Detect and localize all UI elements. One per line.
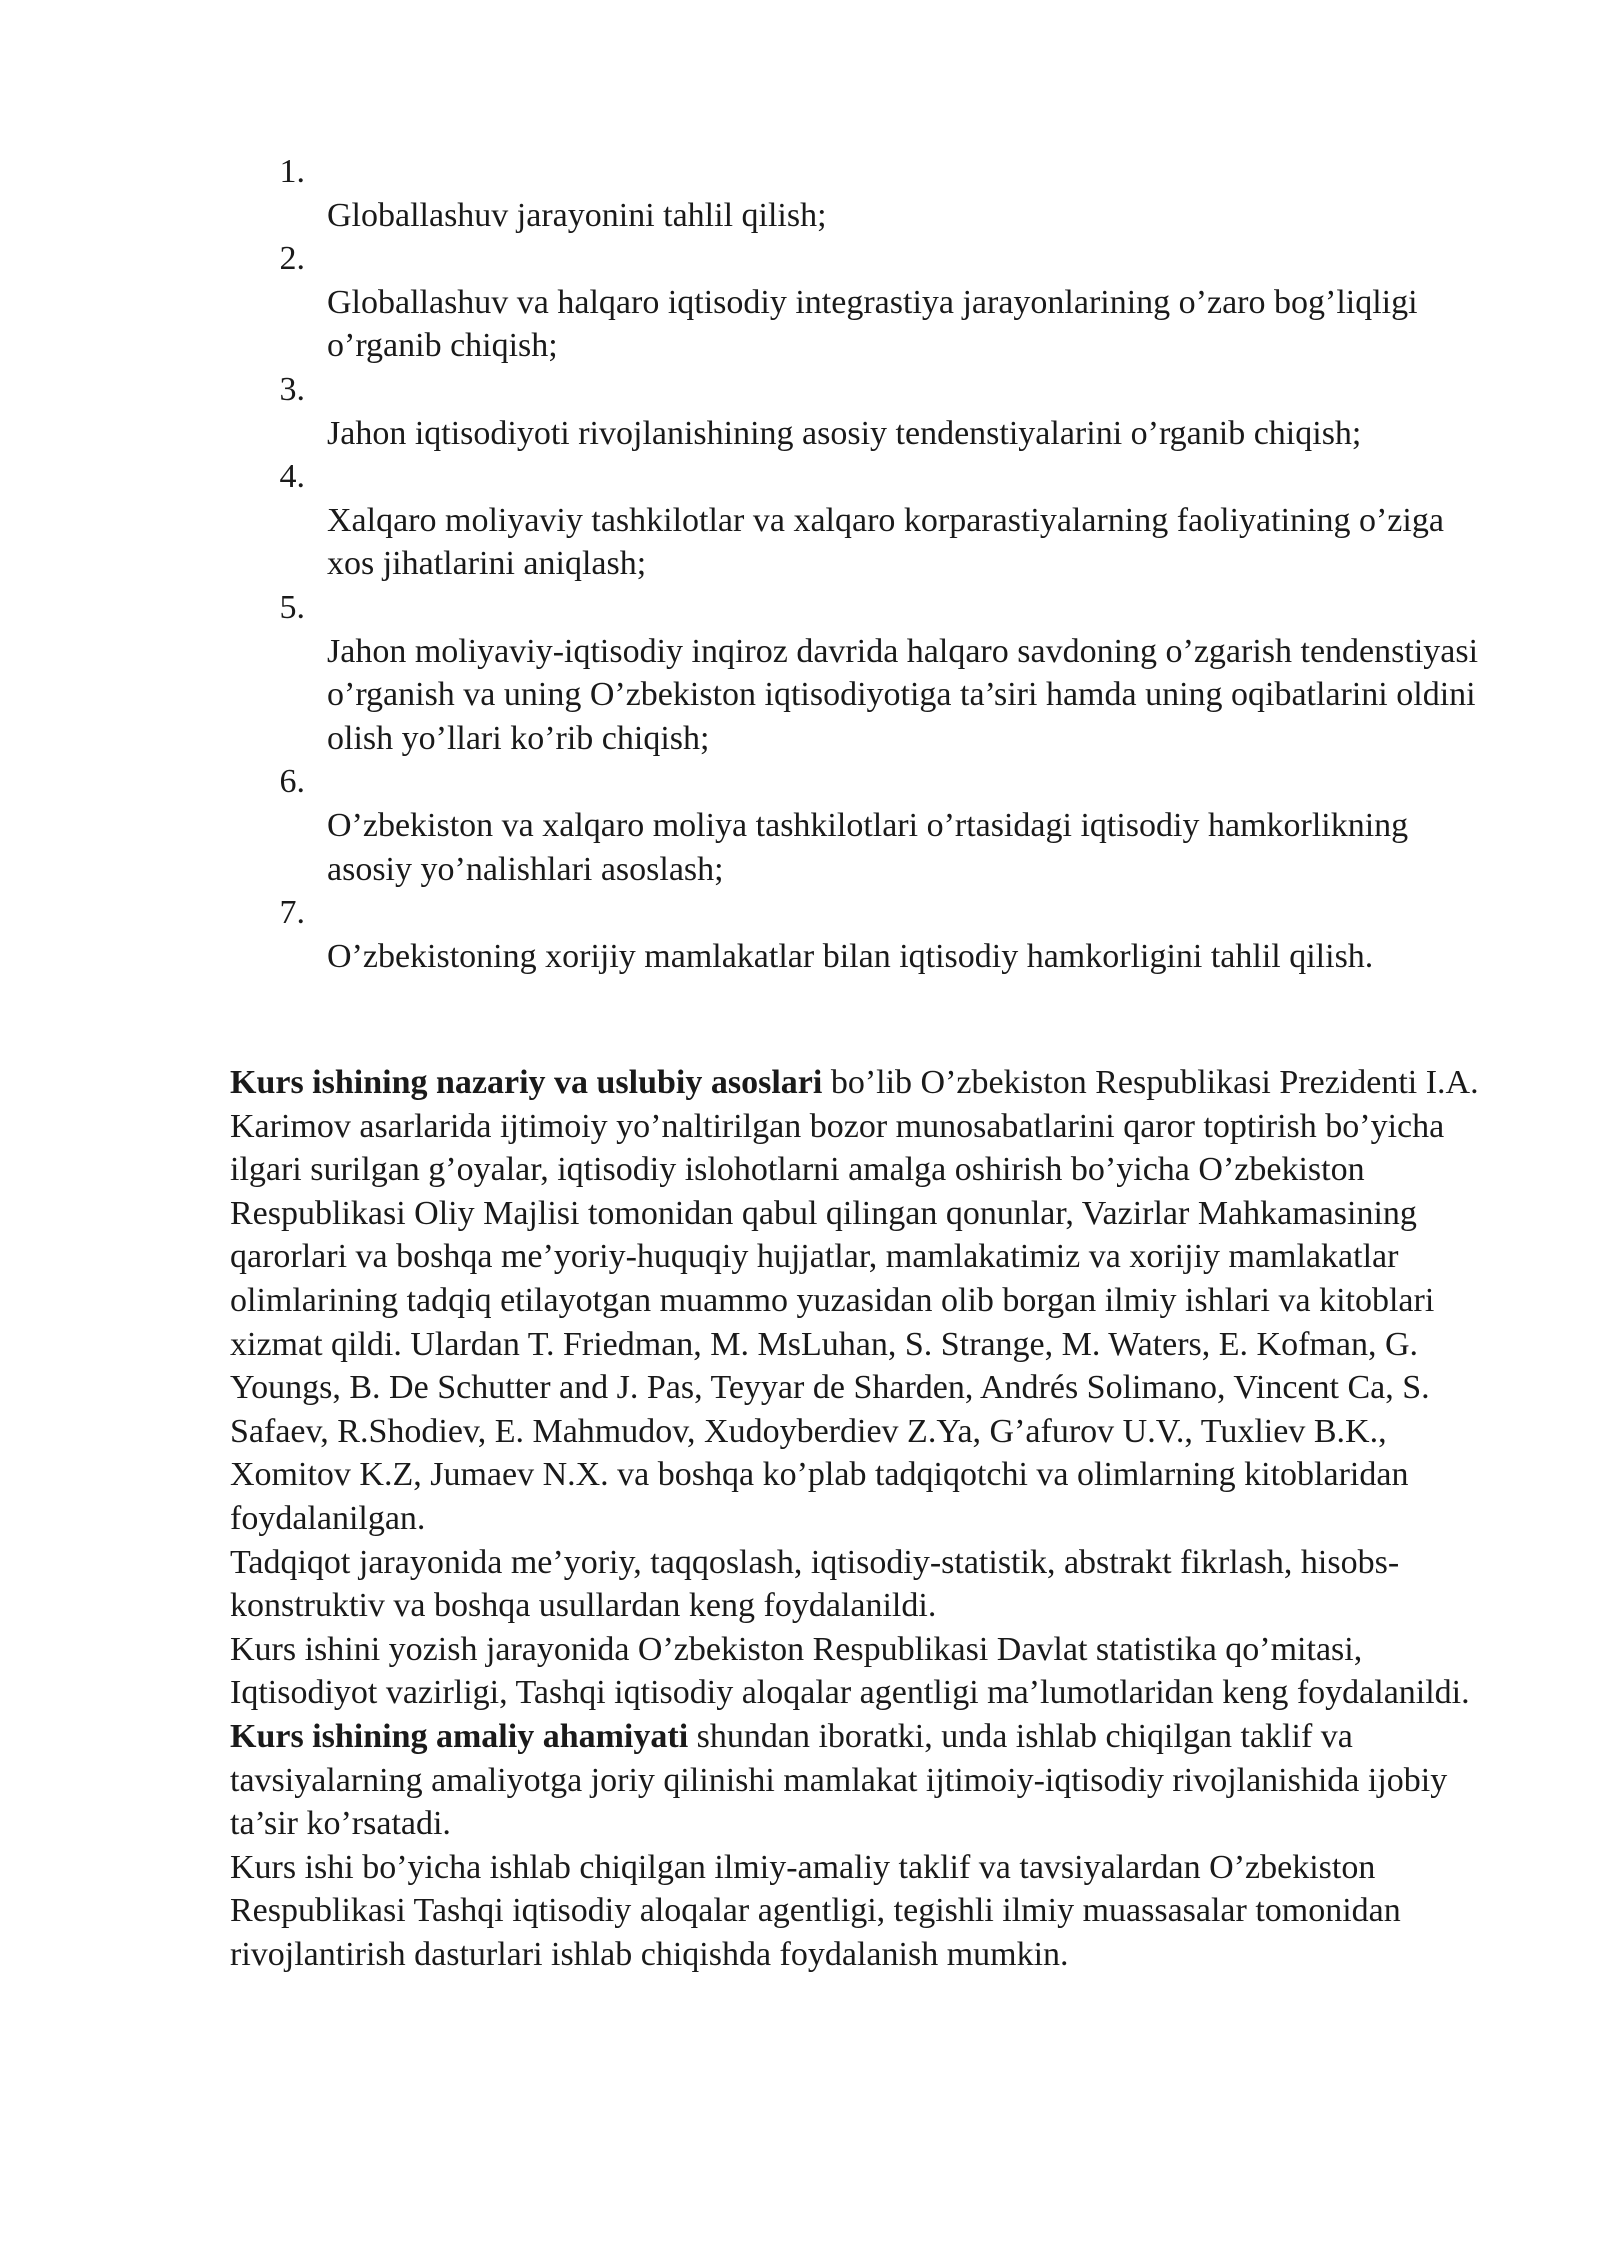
significance-paragraph [230,1715,1500,1846]
list-item [278,368,1498,455]
list-item-text: Jahon moliyaviy-iqtisodiy inqiroz davrida halqaro savdoning o’zgarish tendenstiyasi o’rganish va uning O’zbekiston iqtisodiyotiga ta’siri hamda uning oqibatlarini oldini olish yo’llari ko’rib chiqish; [327,632,1479,757]
list-item-text: O’zbekiston va xalqaro moliya tashkilotlari o’rtasidagi iqtisodiy hamkorlikning asosiy yo’nalishlari asoslash; [327,806,1409,888]
foundations-paragraph [230,1061,1500,1541]
list-item [278,891,1498,978]
list-item-text: O’zbekistoning xorijiy mamlakatlar bilan iqtisodiy hamkorligini tahlil qilish. [327,937,1374,975]
significance-text: shundan iboratki, unda ishlab chiqilgan taklif va tavsiyalarning amaliyotga joriy qilinishi mamlakat ijtimoiy-iqtisodiy rivojlanishida ijobiy ta’sir ko’rsatadi. [230,1717,1448,1843]
significance-heading: Kurs ishining amaliy ahamiyati [230,1717,689,1755]
list-item-number: 5. [279,588,305,626]
list-item-text: Globallashuv va halqaro iqtisodiy integrastiya jarayonlarining o’zaro bog’liqligi o’rganib chiqish; [327,283,1418,365]
list-item-number: 4. [279,458,305,496]
list-item [278,455,1498,586]
foundations-heading: Kurs ishining nazariy va uslubiy asoslari [230,1064,823,1101]
list-item-text: Globallashuv jarayonini tahlil qilish; [327,196,827,234]
objectives-list [278,150,1498,978]
list-item [278,760,1498,891]
list-item-number: 7. [279,894,305,932]
list-item-number: 6. [279,763,305,801]
list-item [278,150,1498,237]
list-item-number: 2. [279,240,305,278]
list-item [278,586,1498,760]
list-item-number: 1. [279,153,305,190]
list-item [278,237,1498,368]
foundations-text: bo’lib O’zbekiston Respublikasi Prezidenti I.A. Karimov asarlarida ijtimoiy yo’naltirilgan bozor munosabatlarini qaror toptirish bo’yicha ilgari surilgan g’oyalar, iqtisodiy islohotlarni amalga oshirish bo’yicha O’zbekiston Respublikasi Oliy Majlisi tomonidan qabul qilingan qonunlar, Vazirlar Mahkamasining qarorlari va boshqa me’yoriy-huquqiy hujjatlar, mamlakatimiz va xorijiy mamlakatlar olimlarining tadqiq etilayotgan muammo yuzasidan olib borgan ilmiy ishlari va kitoblari xizmat qildi. Ulardan T. Friedman, M. MsLuhan, S. Strange, M. Waters, E. Kofman, G. Youngs, B. De Schutter and J. Pas, Teyyar de Sharden, Andrés Solimano, Vincent Ca, S. Safaev, R.Shodiev, E. Mahmudov, Xudoyberdiev Z.Ya, G’afurov U.V., Tuxliev B.K., Xomitov K.Z, Jumaev N.X. va boshqa ko’plab tadqiqotchi va olimlarning kitoblaridan foydalanilgan. [230,1064,1479,1537]
list-item-text: Jahon iqtisodiyoti rivojlanishining asosiy tendenstiyalarini o’rganib chiqish; [327,414,1362,452]
methods-paragraph: Tadqiqot jarayonida me’yoriy, taqqoslash, iqtisodiy-statistik, abstrakt fikrlash, hisobs-konstruktiv va boshqa usullardan keng foydalanildi. [230,1543,1400,1625]
sources-paragraph: Kurs ishini yozish jarayonida O’zbekiston Respublikasi Davlat statistika qo’mitasi, Iqtisodiyot vazirligi, Tashqi iqtisodiy aloqalar agentligi ma’lumotlaridan keng foydalanildi. [230,1630,1470,1712]
body-text [230,1061,1500,1976]
list-item-text: Xalqaro moliyaviy tashkilotlar va xalqaro korparastiyalarning faoliyatining o’ziga xos jihatlarini aniqlash; [327,501,1444,583]
application-paragraph: Kurs ishi bo’yicha ishlab chiqilgan ilmiy-amaliy taklif va tavsiyalardan O’zbekiston Respublikasi Tashqi iqtisodiy aloqalar agentligi, tegishli ilmiy muassasalar tomonidan rivojlantirish dasturlari ishlab chiqishda foydalanish mumkin. [230,1848,1401,1973]
list-item-number: 3. [279,370,305,408]
